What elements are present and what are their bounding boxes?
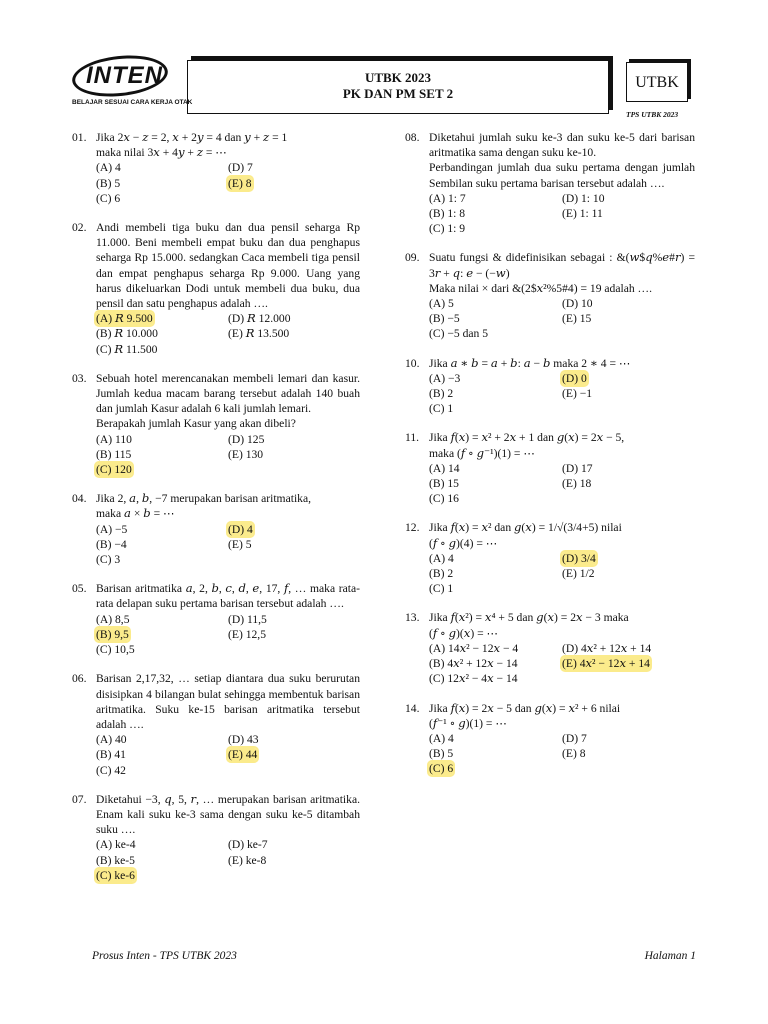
highlighted-answer: (D) 0 xyxy=(562,371,587,385)
question-text: maka 𝑎 × 𝑏 = ⋯ xyxy=(96,507,175,521)
answer-option xyxy=(96,342,228,357)
logo-text: INTEN xyxy=(86,62,163,89)
answer-option-text: (C) 6 xyxy=(96,191,121,205)
answer-option xyxy=(429,206,562,221)
question-text: Jika 2𝑥 − 𝑧 = 2, 𝑥 + 2𝑦 = 4 dan 𝑦 + 𝑧 = 1 xyxy=(96,131,288,144)
answer-option xyxy=(228,176,360,191)
answer-option-text: (A) ke-4 xyxy=(96,838,136,852)
answer-options xyxy=(96,612,360,658)
answer-option-text: (E) 18 xyxy=(562,477,592,491)
question-number: 07. xyxy=(72,792,87,806)
answer-option-text: (A) −5 xyxy=(96,522,128,536)
answer-options xyxy=(429,191,695,237)
answer-option-text: (D) 𝑅 12.000 xyxy=(228,312,291,326)
answer-option xyxy=(429,371,562,386)
answer-option xyxy=(228,837,360,852)
question-text: (𝑓 ∘ 𝑔)(𝑥) = ⋯ xyxy=(429,626,499,640)
question-03 xyxy=(72,371,360,477)
answer-option-text: (B) 1: 8 xyxy=(429,207,466,221)
question-04 xyxy=(72,491,360,567)
title-box xyxy=(187,60,609,114)
answer-option xyxy=(429,761,562,776)
answer-option-text: (A) 14 xyxy=(429,461,460,475)
answer-options xyxy=(429,641,695,687)
question-number: 14. xyxy=(405,701,420,715)
answer-option-text: (B) −4 xyxy=(96,537,127,551)
answer-options xyxy=(429,371,695,417)
answer-option-text: (D) 4𝑥² + 12𝑥 + 14 xyxy=(562,641,652,655)
answer-option-text: (B) 15 xyxy=(429,477,459,491)
answer-option xyxy=(96,627,228,642)
answer-option-text: (B) 2 xyxy=(429,387,454,401)
answer-option-text: (B) 115 xyxy=(96,447,132,461)
answer-options xyxy=(96,522,360,568)
answer-option xyxy=(429,656,562,671)
answer-option-text: (A) 5 xyxy=(429,297,454,311)
answer-option-text: (A) 4 xyxy=(96,161,121,175)
answer-option-text: (E) 8 xyxy=(562,747,586,761)
question-text: Jika 𝑓(𝑥) = 𝑥² + 2𝑥 + 1 dan 𝑔(𝑥) = 2𝑥 − 5, xyxy=(429,431,625,445)
answer-option xyxy=(228,853,360,868)
question-07 xyxy=(72,792,360,883)
question-number: 04. xyxy=(72,492,87,506)
answer-option-text: (B) 5 xyxy=(429,747,454,761)
answer-option-text: (D) 125 xyxy=(228,432,265,446)
utbk-badge: UTBK xyxy=(626,62,688,102)
question-number: 08. xyxy=(405,131,420,144)
left-column xyxy=(72,130,360,897)
answer-option xyxy=(562,461,695,476)
answer-option-text: (E) 𝑅 13.500 xyxy=(228,327,290,341)
answer-option-text: (E) ke-8 xyxy=(228,853,267,867)
answer-option-text: (C) 16 xyxy=(429,492,459,506)
question-body xyxy=(429,701,695,777)
answer-option xyxy=(429,461,562,476)
answer-option xyxy=(96,853,228,868)
answer-option xyxy=(562,191,695,206)
answer-option xyxy=(429,641,562,656)
question-text: Maka nilai × dari &(2$𝑥²%5#4) = 19 adalah …. xyxy=(429,281,653,295)
answer-option xyxy=(562,371,695,386)
question-text: maka nilai 3𝑥 + 4𝑦 + 𝑧 = ⋯ xyxy=(96,146,227,160)
answer-option-text: (A) 14𝑥² − 12𝑥 − 4 xyxy=(429,641,519,655)
answer-options xyxy=(429,296,695,342)
answer-option xyxy=(562,206,695,221)
answer-option-text: (D) ke-7 xyxy=(228,838,268,852)
answer-option-text: (E) 1: 11 xyxy=(562,207,603,221)
answer-option xyxy=(562,566,695,581)
highlighted-answer: (C) 6 xyxy=(429,762,454,776)
answer-option xyxy=(96,837,228,852)
highlighted-answer: (E) 8 xyxy=(228,176,252,190)
answer-options xyxy=(429,551,695,597)
answer-option-text: (A) 40 xyxy=(96,733,127,747)
answer-option-text: (D) 10 xyxy=(562,297,593,311)
answer-option xyxy=(429,191,562,206)
question-14 xyxy=(405,701,695,777)
question-12 xyxy=(405,520,695,596)
answer-option xyxy=(429,311,562,326)
answer-option-text: (C) 42 xyxy=(96,763,126,777)
highlighted-answer: (E) 44 xyxy=(228,748,258,762)
answer-option-text: (B) 41 xyxy=(96,748,126,762)
question-body xyxy=(96,792,360,883)
answer-option-text: (C) 1 xyxy=(429,402,454,416)
answer-option xyxy=(96,462,228,477)
answer-option xyxy=(429,671,562,686)
question-text: Jika 𝑓(𝑥) = 𝑥² dan 𝑔(𝑥) = 1/√(3/4+5) nilai xyxy=(429,521,622,535)
answer-option xyxy=(228,160,360,175)
question-body xyxy=(429,430,695,506)
question-text: Jika 2, 𝑎, 𝑏, −7 merupakan barisan aritmatika, xyxy=(96,492,312,506)
answer-option-text: (A) 4 xyxy=(429,551,454,565)
question-text: Perbandingan jumlah dua suku pertama dengan jumlah Sembilan suku pertama barisan tersebut adalah …. xyxy=(429,161,695,190)
answer-option xyxy=(96,447,228,462)
answer-option xyxy=(96,732,228,747)
answer-option xyxy=(96,522,228,537)
answer-option xyxy=(562,296,695,311)
answer-option xyxy=(96,326,228,341)
answer-option-text: (C) 1: 9 xyxy=(429,222,466,236)
answer-option-text: (B) 5 xyxy=(96,176,121,190)
title-line-2: PK DAN PM SET 2 xyxy=(342,86,454,101)
answer-option xyxy=(429,296,562,311)
question-05 xyxy=(72,581,360,657)
question-text: Barisan aritmatika 𝑎, 2, 𝑏, 𝑐, 𝑑, 𝑒, 17, 𝑓, … maka rata-rata delapan suku pertama barisan tersebut adalah …. xyxy=(96,582,360,611)
answer-options xyxy=(96,311,360,357)
right-column xyxy=(405,130,695,791)
answer-option-text: (D) 1: 10 xyxy=(562,191,605,205)
answer-option-text: (A) 4 xyxy=(429,731,454,745)
answer-option xyxy=(96,537,228,552)
highlighted-answer: (B) 9,5 xyxy=(96,627,129,641)
question-text: Jika 𝑓(𝑥) = 2𝑥 − 5 dan 𝑔(𝑥) = 𝑥² + 6 nilai xyxy=(429,701,621,715)
question-text: Jika 𝑎 ∗ 𝑏 = 𝑎 + 𝑏: 𝑎 − 𝑏 maka 2 ∗ 4 = ⋯ xyxy=(429,356,631,370)
question-number: 10. xyxy=(405,356,420,370)
question-body xyxy=(429,610,695,686)
highlighted-answer: (E) 4𝑥² − 12𝑥 + 14 xyxy=(562,657,650,671)
answer-options xyxy=(96,732,360,778)
answer-option-text: (D) 11,5 xyxy=(228,612,267,626)
answer-option xyxy=(429,566,562,581)
answer-option xyxy=(228,732,360,747)
answer-option-text: (E) 130 xyxy=(228,447,264,461)
question-number: 11. xyxy=(405,431,420,445)
answer-option-text: (C) 1 xyxy=(429,582,454,596)
answer-option xyxy=(96,763,228,778)
answer-option-text: (D) 17 xyxy=(562,461,593,475)
answer-options xyxy=(96,160,360,206)
answer-option xyxy=(228,612,360,627)
answer-option-text: (B) 2 xyxy=(429,567,454,581)
answer-option xyxy=(228,432,360,447)
answer-option xyxy=(562,386,695,401)
answer-option xyxy=(429,476,562,491)
answer-option xyxy=(562,476,695,491)
answer-option-text: (C) 𝑅 11.500 xyxy=(96,342,158,356)
answer-option-text: (B) 4𝑥² + 12𝑥 − 14 xyxy=(429,657,518,671)
answer-option xyxy=(96,311,228,326)
answer-option-text: (D) 7 xyxy=(562,731,587,745)
question-text: maka (𝑓 ∘ 𝑔⁻¹)(1) = ⋯ xyxy=(429,446,535,460)
answer-option xyxy=(429,401,562,416)
answer-option xyxy=(429,221,562,236)
question-text: (𝑓⁻¹ ∘ 𝑔)(1) = ⋯ xyxy=(429,716,507,730)
answer-option-text: (A) 8,5 xyxy=(96,612,130,626)
question-text: Barisan 2,17,32, … setiap diantara dua suku berurutan disisipkan 4 bilangan bulat sehingga membentuk barisan aritmatika. Suku ke-15 barisan aritmatika tersebut adalah …. xyxy=(96,672,360,731)
answer-option-text: (C) 10,5 xyxy=(96,643,135,657)
answer-option xyxy=(96,612,228,627)
question-body xyxy=(96,671,360,777)
answer-option-text: (E) −1 xyxy=(562,387,593,401)
answer-option xyxy=(96,747,228,762)
answer-option-text: (A) 1: 7 xyxy=(429,191,466,205)
answer-option-text: (E) 5 xyxy=(228,537,252,551)
footer-left: Prosus Inten - TPS UTBK 2023 xyxy=(92,950,237,962)
question-10 xyxy=(405,356,695,417)
question-text: Suatu fungsi & didefinisikan sebagai : &(𝑤$𝑞%𝑒#𝑟) = 3𝑟 + 𝑞: 𝑒 − (−𝑤) xyxy=(429,251,695,280)
highlighted-answer: (D) 3/4 xyxy=(562,551,596,565)
question-body xyxy=(96,491,360,567)
question-number: 06. xyxy=(72,672,87,686)
question-06 xyxy=(72,671,360,777)
logo-tagline: BELAJAR SESUAI CARA KERJA OTAK xyxy=(72,99,193,106)
question-13 xyxy=(405,610,695,686)
answer-option xyxy=(228,326,360,341)
question-text: Jika 𝑓(𝑥²) = 𝑥⁴ + 5 dan 𝑔(𝑥) = 2𝑥 − 3 maka xyxy=(429,611,629,625)
answer-options xyxy=(429,731,695,777)
question-number: 01. xyxy=(72,131,87,144)
question-text: Diketahui jumlah suku ke-3 dan suku ke-5 dari barisan aritmatika sama dengan suku ke-10. xyxy=(429,131,695,160)
question-body xyxy=(96,130,360,206)
answer-option xyxy=(429,491,562,506)
question-text: Diketahui −3, 𝑞, 5, 𝑟, … merupakan barisan aritmatika. Enam kali suku ke-3 sama dengan suku ke-5 ditambah suku …. xyxy=(96,792,360,837)
answer-option xyxy=(228,537,360,552)
question-number: 13. xyxy=(405,611,420,625)
answer-option xyxy=(562,311,695,326)
answer-option xyxy=(228,747,360,762)
answer-option xyxy=(96,176,228,191)
answer-option xyxy=(96,191,228,206)
answer-option-text: (D) 7 xyxy=(228,161,253,175)
answer-option xyxy=(429,746,562,761)
answer-option-text: (A) −3 xyxy=(429,371,461,385)
question-text: Berapakah jumlah Kasur yang akan dibeli? xyxy=(96,417,296,431)
answer-option-text: (E) 12,5 xyxy=(228,627,266,641)
answer-option-text: (D) 43 xyxy=(228,733,259,747)
title-line-1: UTBK 2023 xyxy=(364,70,432,85)
answer-option xyxy=(228,522,360,537)
answer-option-text: (C) 12𝑥² − 4𝑥 − 14 xyxy=(429,672,518,686)
answer-option xyxy=(429,326,562,341)
answer-option xyxy=(96,868,228,883)
highlighted-answer: (D) 4 xyxy=(228,522,253,536)
answer-option-text: (B) ke-5 xyxy=(96,853,135,867)
answer-option-text: (A) 110 xyxy=(96,432,132,446)
highlighted-answer: (C) 120 xyxy=(96,463,132,477)
inten-logo xyxy=(72,56,193,110)
question-body xyxy=(429,520,695,596)
answer-option xyxy=(228,627,360,642)
question-number: 02. xyxy=(72,221,87,235)
answer-options xyxy=(96,837,360,883)
answer-option xyxy=(429,581,562,596)
question-body xyxy=(429,356,695,417)
question-number: 09. xyxy=(405,251,420,265)
answer-option xyxy=(562,551,695,566)
answer-option-text: (C) −5 dan 5 xyxy=(429,327,489,341)
answer-option xyxy=(429,731,562,746)
answer-option xyxy=(228,311,360,326)
answer-option xyxy=(562,731,695,746)
question-text: Sebuah hotel merencanakan membeli lemari dan kasur. Jumlah kedua macam barang tersebut adalah 140 buah dan jumlah Kasur adalah 6 kali jumlah lemari. xyxy=(96,371,360,416)
answer-option xyxy=(562,641,695,656)
answer-option xyxy=(562,746,695,761)
answer-option xyxy=(96,160,228,175)
answer-option-text: (C) 3 xyxy=(96,553,121,567)
answer-option xyxy=(562,656,695,671)
question-number: 03. xyxy=(72,371,87,385)
question-01 xyxy=(72,130,360,206)
answer-option xyxy=(429,551,562,566)
question-body xyxy=(96,220,360,357)
answer-option xyxy=(96,432,228,447)
page-footer xyxy=(92,950,696,962)
question-08 xyxy=(405,130,695,236)
highlighted-answer: (C) ke-6 xyxy=(96,868,135,882)
question-11 xyxy=(405,430,695,506)
badge-subtitle: TPS UTBK 2023 xyxy=(626,110,679,119)
question-body xyxy=(96,581,360,657)
question-number: 12. xyxy=(405,521,420,535)
footer-page-number: Halaman 1 xyxy=(644,950,696,962)
answer-options xyxy=(96,432,360,478)
question-number: 05. xyxy=(72,582,87,596)
answer-option-text: (E) 15 xyxy=(562,312,592,326)
question-text: (𝑓 ∘ 𝑔)(4) = ⋯ xyxy=(429,536,498,550)
answer-option xyxy=(96,642,228,657)
question-body xyxy=(96,371,360,477)
question-body xyxy=(429,250,695,341)
highlighted-answer: (A) 𝑅 9.500 xyxy=(96,312,153,326)
answer-option-text: (B) −5 xyxy=(429,312,460,326)
answer-option xyxy=(228,447,360,462)
question-02 xyxy=(72,220,360,357)
question-text: Andi membeli tiga buku dan dua pensil seharga Rp 11.000. Beni membeli empat buku dan dua penghapus seharga Rp 15.000. sedangkan Caca membeli tiga pensil dan empat penghapus seharga Rp 9.000. Uang yang harus dikeluarkan Dodi untuk membeli dua buku, dua pensil dan satu penghapus adalah …. xyxy=(96,221,360,311)
answer-option xyxy=(96,552,228,567)
answer-option xyxy=(429,386,562,401)
answer-option-text: (E) 1/2 xyxy=(562,567,595,581)
question-body xyxy=(429,130,695,236)
question-09 xyxy=(405,250,695,341)
answer-options xyxy=(429,461,695,507)
answer-option-text: (B) 𝑅 10.000 xyxy=(96,327,158,341)
